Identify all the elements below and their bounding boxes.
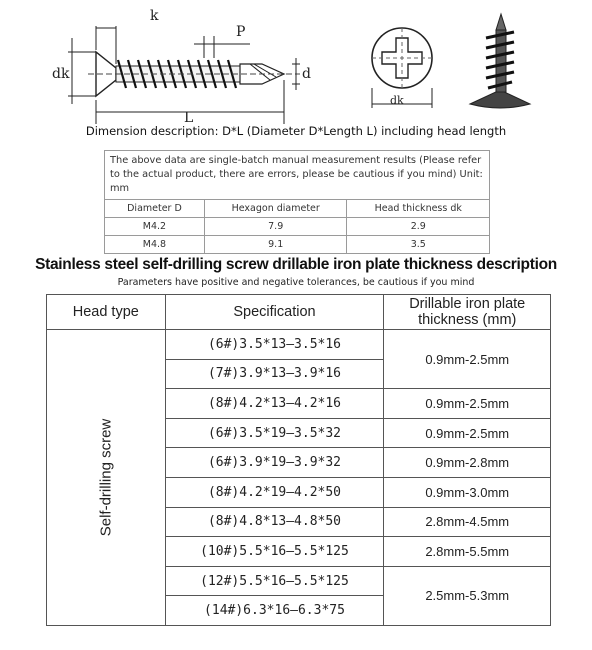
thickness-cell: 2.5mm-5.3mm: [384, 566, 551, 625]
label-k: k: [150, 8, 159, 24]
spec-table: [46, 294, 551, 626]
measurement-row: [105, 236, 490, 254]
header-specification: Specification: [165, 295, 384, 330]
label-p: P: [236, 24, 246, 40]
thickness-cell: 0.9mm-2.8mm: [384, 448, 551, 478]
spec-cell: (12#)5.5*16—5.5*125: [165, 566, 384, 596]
table-row: [47, 330, 551, 360]
measurement-table: [104, 150, 490, 254]
header-thickness: Drillable iron plate thickness (mm): [384, 295, 551, 330]
cell-head-thickness: 2.9: [347, 218, 490, 236]
thickness-cell: 2.8mm-4.5mm: [384, 507, 551, 537]
cell-diameter: M4.2: [105, 218, 205, 236]
dimension-caption: Dimension description: D*L (Diameter D*Length L) including head length: [85, 124, 507, 138]
spec-cell: (8#)4.8*13—4.8*50: [165, 507, 384, 537]
label-l: L: [184, 110, 194, 126]
header-hexagon: Hexagon diameter: [204, 200, 347, 218]
section-subtitle: Parameters have positive and negative tolerances, be cautious if you mind: [117, 277, 475, 288]
spec-cell: (7#)3.9*13—3.9*16: [165, 359, 384, 389]
header-head-type: Head type: [47, 295, 166, 330]
spec-cell: (6#)3.5*19—3.5*32: [165, 418, 384, 448]
thickness-cell: 0.9mm-3.0mm: [384, 477, 551, 507]
thickness-cell: 2.8mm-5.5mm: [384, 537, 551, 567]
cell-diameter: M4.8: [105, 236, 205, 254]
measurement-row: [105, 218, 490, 236]
head-type-label: Self-drilling screw: [97, 418, 115, 537]
spec-cell: (6#)3.5*13—3.5*16: [165, 330, 384, 360]
label-d: d: [302, 66, 311, 82]
header-head-thickness: Head thickness dk: [347, 200, 490, 218]
spec-cell: (14#)6.3*16—6.3*75: [165, 596, 384, 626]
cell-hexagon: 9.1: [204, 236, 347, 254]
thickness-cell: 0.9mm-2.5mm: [384, 330, 551, 389]
spec-cell: (10#)5.5*16—5.5*125: [165, 537, 384, 567]
thickness-cell: 0.9mm-2.5mm: [384, 389, 551, 419]
measurement-note: The above data are single-batch manual measurement results (Please refer to the actual product, there are errors, please be cautious if you mind) Unit: mm: [105, 151, 490, 200]
header-diameter: Diameter D: [105, 200, 205, 218]
section-title: Stainless steel self-drilling screw drillable iron plate thickness description: [35, 256, 557, 273]
label-dk-bottom: dk: [390, 94, 404, 107]
label-dk-side: dk: [52, 66, 70, 82]
cell-head-thickness: 3.5: [347, 236, 490, 254]
spec-cell: (8#)4.2*19—4.2*50: [165, 477, 384, 507]
measurement-header-row: [105, 200, 490, 218]
head-type-cell: [47, 330, 166, 626]
spec-cell: (8#)4.2*13—4.2*16: [165, 389, 384, 419]
spec-header-row: [47, 295, 551, 330]
spec-cell: (6#)3.9*19—3.9*32: [165, 448, 384, 478]
thickness-cell: 0.9mm-2.5mm: [384, 418, 551, 448]
cell-hexagon: 7.9: [204, 218, 347, 236]
